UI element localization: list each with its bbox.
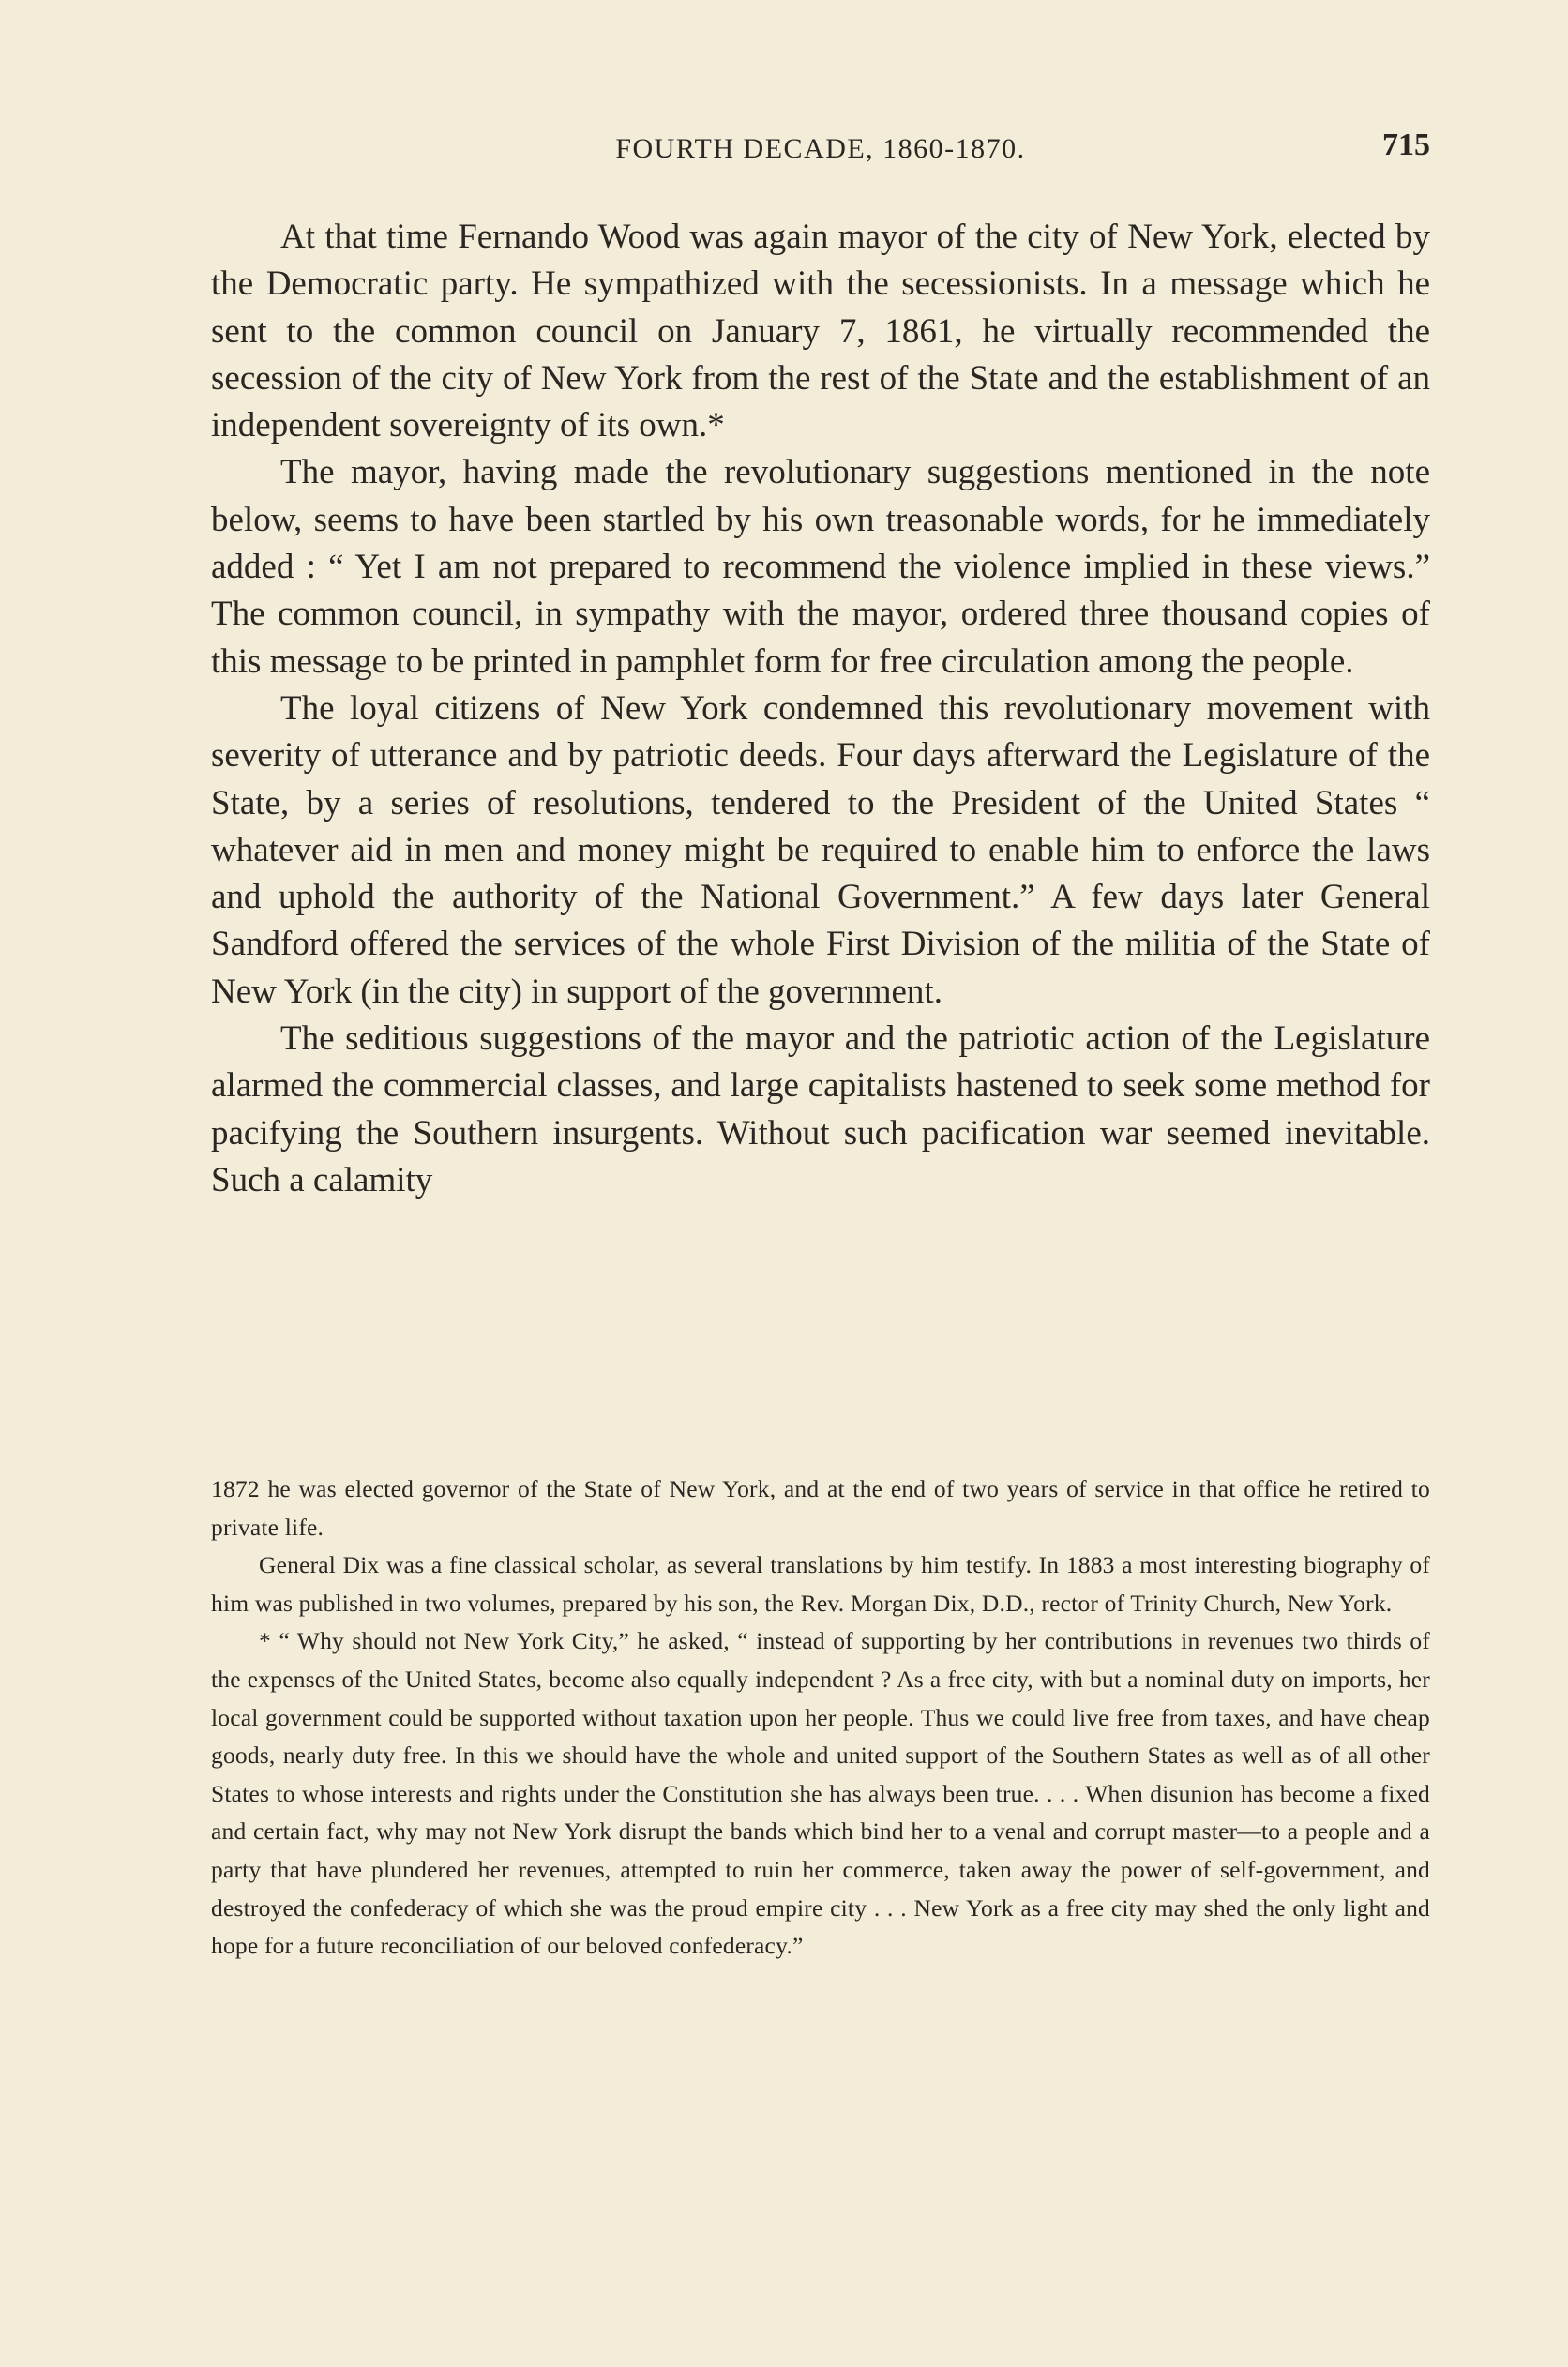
paragraph-loyal-citizens: The loyal citizens of New York condemned this revolutionary movement with severity of utterance and by patriotic deeds. Four days afterward the Legislature of the State, by a series of resolutions, tendered to the President of the United States “ whatever aid in men and money might be required to enable him to enforce the laws and uphold the authority of the National Government.” A few days later General Sandford offered the services of the whole First Division of the militia of the State of New York (in the city) in support of the government.: [211, 688, 1430, 1011]
paragraph-mayor-startled: The mayor, having made the revolutionary suggestions mentioned in the note below, seems to have been startled by his own treasonable words, for he immediately added : “ Yet I am not prepared to recommend the violence implied in these views.” The common council, in sympathy with the mayor, ordered three thousand copies of this message to be printed in pamphlet form for free circulation among the people.: [211, 453, 1430, 681]
footnote-dix: General Dix was a fine classical scholar, as several translations by him testify. In 1883 a most interesting biography of him was published in two volumes, prepared by his son, the Rev. Morgan Dix, D.D., rector of Trinity Church, New York.: [211, 1551, 1430, 1617]
running-head: [211, 128, 1430, 173]
footnotes: [211, 1470, 1430, 1966]
footnote-continued: 1872 he was elected governor of the State of New York, and at the end of two years of service in that office he retired to private life.: [211, 1475, 1430, 1541]
paragraph-seditious-suggestions: The seditious suggestions of the mayor and the patriotic action of the Legislature alarmed the commercial classes, and large capitalists hastened to seek some method for pacifying the Southern insurgents. Without such pacification war seemed inevitable. Such a calamity: [211, 1019, 1430, 1199]
paragraph-fernando-wood: At that time Fernando Wood was again mayor of the city of New York, elected by the Democratic party. He sympathized with the secessionists. In a message which he sent to the common council on January 7, 1861, he virtually recommended the secession of the city of New York from the rest of the State and the establishment of an independent sovereignty of its own.*: [211, 218, 1430, 445]
page-number: 715: [1382, 128, 1430, 162]
running-title: FOURTH DECADE, 1860-1870.: [615, 133, 1026, 164]
body-text: [211, 214, 1430, 1204]
footnote-star: * “ Why should not New York City,” he asked, “ instead of supporting by her contributions in revenues two thirds of the expenses of the United States, become also equally independent ? As a free city, with but a nominal duty on imports, her local government could be supported without taxation upon her people. Thus we could live free from taxes, and have cheap goods, nearly duty free. In this we should have the whole and united support of the Southern States as well as of all other States to whose interests and rights under the Constitution she has always been true. . . . When disunion has become a fixed and certain fact, why may not New York disrupt the bands which bind her to a venal and corrupt master—to a people and a party that have plundered her revenues, attempted to ruin her commerce, taken away the power of self-government, and destroyed the confederacy of which she was the proud empire city . . . New York as a free city may shed the only light and hope for a future reconciliation of our beloved confederacy.”: [211, 1627, 1430, 1960]
